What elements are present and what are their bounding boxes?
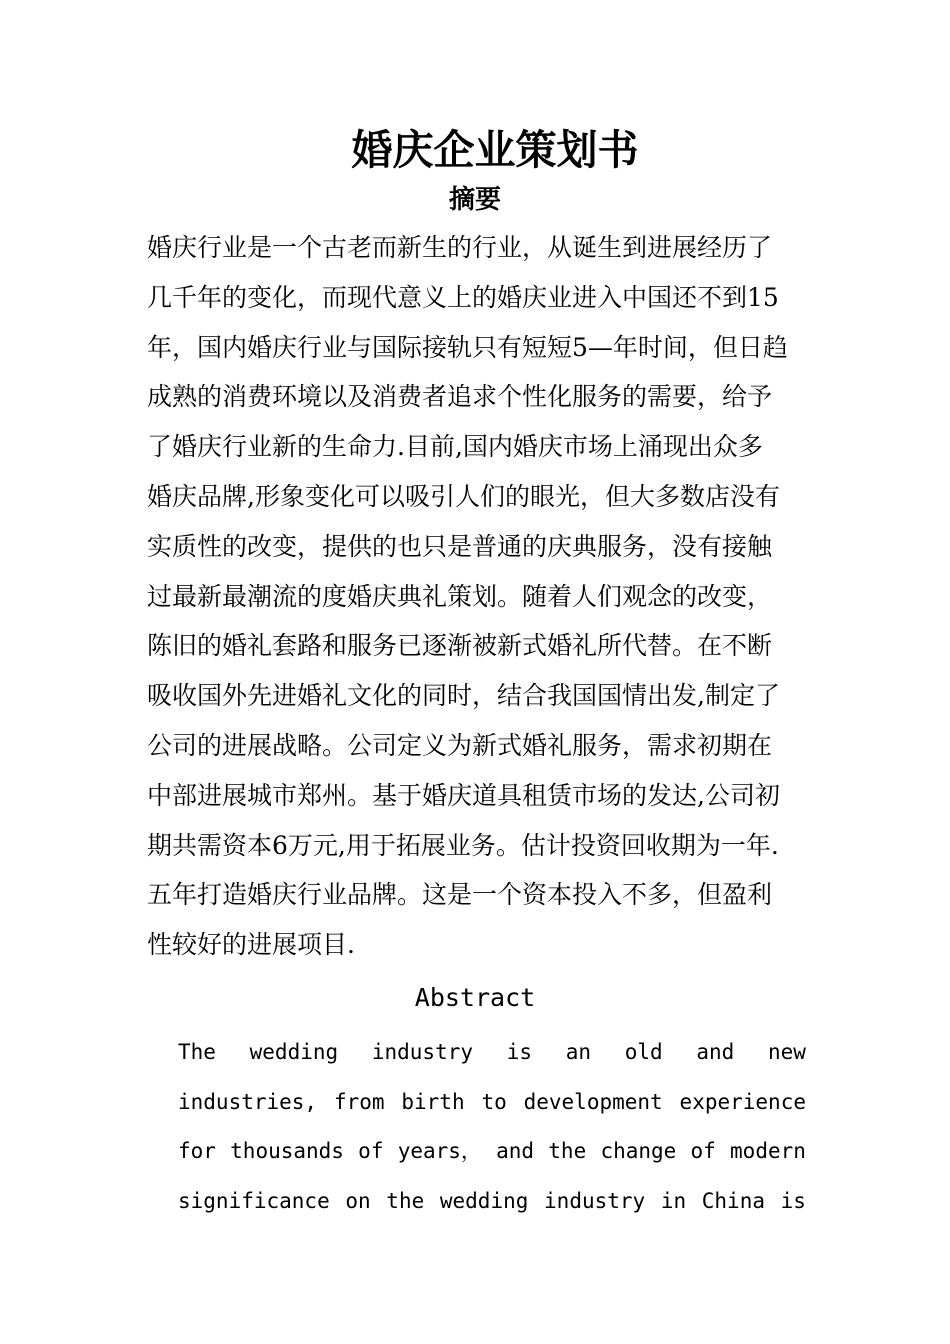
abstract-cn-line: 吸收国外先进婚礼文化的同时，结合我国国情出发,制定了 [147,681,780,711]
abstract-en-line [178,1028,806,1078]
abstract-en-word: industry [544,1189,646,1214]
abstract-en-line [178,1177,806,1227]
abstract-en-word: the [548,1139,587,1164]
abstract-cn-line: 成熟的消费环境以及消费者追求个性化服务的需要，给予 [147,382,773,412]
abstract-cn-line: 婚庆行业是一个古老而新生的行业，从诞生到进展经历了 [147,233,773,262]
abstract-cn-body [147,223,807,970]
abstract-cn-line: 实质性的改变，提供的也只是普通的庆典服务，没有接触 [147,531,773,561]
abstract-en-word: an [565,1040,592,1064]
abstract-en-word: in [660,1189,687,1214]
abstract-en-word: significance [178,1189,330,1214]
abstract-en-word: wedding [439,1189,529,1214]
abstract-en-word: from [333,1089,385,1114]
abstract-en-word: on [345,1189,371,1214]
abstract-cn-line: 期共需资本6万元,用于拓展业务。估计投资回收期为一年. [147,830,779,860]
abstract-en-word: industries, [178,1089,318,1114]
abstract-en-word: development [523,1089,663,1114]
abstract-en-word: industry [371,1040,474,1064]
abstract-en-word: and [696,1040,735,1064]
abstract-cn-line: 中部进展城市郑州。基于婚庆道具租赁市场的发达,公司初 [147,780,780,810]
abstract-en-heading: Abstract [414,983,536,1012]
abstract-en-word: is [506,1040,533,1064]
abstract-cn-heading: 摘要 [448,185,501,215]
abstract-cn-line: 了婚庆行业新的生命力.目前,国内婚庆市场上涌现出众多 [147,432,763,462]
abstract-en-word: old [624,1040,663,1064]
abstract-en-word: birth [401,1089,465,1114]
abstract-cn-line: 五年打造婚庆行业品牌。这是一个资本投入不多，但盈利 [147,880,773,910]
abstract-en-word: China [701,1189,765,1214]
abstract-en-word: experience [679,1089,806,1114]
abstract-en-word: the [386,1189,425,1214]
abstract-cn-line: 陈旧的婚礼套路和服务已逐渐被新式婚礼所代替。在不断 [147,631,773,661]
abstract-en-line [178,1078,806,1128]
abstract-en-word: modern [730,1139,806,1164]
abstract-cn-line: 年，国内婚庆行业与国际接轨只有短短5—年时间，但日趋 [147,332,788,362]
abstract-en-word: for [178,1139,216,1164]
abstract-en-word: wedding [249,1040,339,1064]
abstract-cn-line: 几千年的变化，而现代意义上的婚庆业进入中国还不到15 [147,282,779,312]
abstract-en-word: years， [397,1139,482,1164]
abstract-en-word: is [780,1189,806,1214]
abstract-cn-line: 性较好的进展项目. [147,930,355,960]
abstract-en-word: of [690,1139,716,1164]
abstract-cn-line: 过最新最潮流的度婚庆典礼策划。随着人们观念的改变， [147,581,773,611]
abstract-en-word: of [358,1139,384,1164]
abstract-cn-line: 婚庆品牌,形象变化可以吸引人们的眼光，但大多数店没有 [147,481,780,511]
abstract-en-word: new [768,1040,806,1064]
abstract-en-word: The [178,1040,216,1064]
document-title: 婚庆企业策划书 [351,126,639,174]
abstract-en-word: and [496,1139,535,1164]
abstract-en-body [178,1028,806,1227]
abstract-cn-line: 公司的进展战略。公司定义为新式婚礼服务，需求初期在 [147,730,773,760]
abstract-en-word: thousands [230,1139,344,1164]
abstract-en-word: to [481,1089,507,1114]
abstract-en-word: change [600,1139,677,1164]
abstract-en-line [178,1127,806,1177]
